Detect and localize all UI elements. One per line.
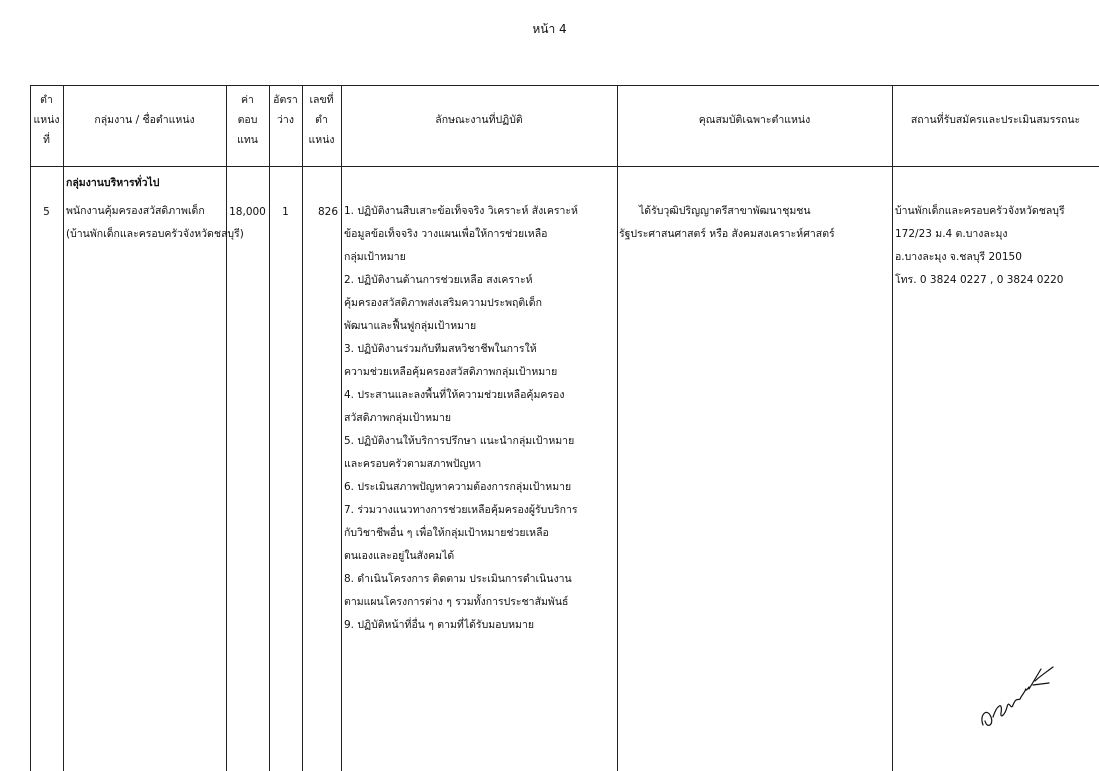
qualification-line: ได้รับวุฒิปริญญาตรีสาขาพัฒนาชุมชน — [639, 205, 811, 217]
col-border-2 — [226, 85, 227, 771]
duty-line: ข้อมูลข้อเท็จจริง วางแผนเพื่อให้การช่วยเหลือ — [344, 228, 548, 240]
page-number: หน้า 4 — [532, 22, 567, 36]
duty-line: 6. ประเมินสภาพปัญหาความต้องการกลุ่มเป้าหมาย — [344, 481, 572, 493]
col-border-7 — [892, 85, 893, 771]
qualification-line: รัฐประศาสนศาสตร์ หรือ สังคมสงเคราะห์ศาสตร์ — [619, 228, 835, 240]
application-place — [895, 200, 1098, 292]
duty-line: และครอบครัวตามสภาพปัญหา — [344, 458, 482, 470]
duty-line: สวัสดิภาพกลุ่มเป้าหมาย — [344, 412, 452, 424]
duty-line: 9. ปฏิบัติหน้าที่อื่น ๆ ตามที่ได้รับมอบหมาย — [344, 619, 535, 631]
duty-line: ความช่วยเหลือคุ้มครองสวัสดิภาพกลุ่มเป้าหมาย — [344, 366, 558, 378]
duty-line: 7. ร่วมวางแนวทางการช่วยเหลือคุ้มครองผู้รับบริการ — [344, 504, 578, 516]
duty-line: 5. ปฏิบัติงานให้บริการปรึกษา แนะนำกลุ่มเป้าหมาย — [344, 435, 575, 447]
header-duties: ลักษณะงานที่ปฏิบัติ — [435, 114, 523, 126]
duties-list — [344, 200, 616, 637]
salary-value: 18,000 — [229, 206, 266, 218]
header-application-place: สถานที่รับสมัครและประเมินสมรรถนะ — [910, 114, 1081, 126]
position-id-value: 826 — [317, 206, 338, 218]
header-qualifications: คุณสมบัติเฉพาะตำแหน่ง — [698, 114, 811, 126]
col-border-1 — [63, 85, 64, 771]
col-border-5 — [341, 85, 342, 771]
vacancy-rate-value: 1 — [282, 206, 289, 218]
col-border-0 — [30, 85, 31, 771]
header-group-position: กลุ่มงาน / ชื่อตำแหน่ง — [94, 114, 195, 126]
duty-line: 1. ปฏิบัติงานสืบเสาะข้อเท็จจริง วิเคราะห์ สังเคราะห์ — [344, 205, 578, 217]
position-office: (บ้านพักเด็กและครอบครัวจังหวัดชลบุรี) — [66, 228, 244, 240]
duty-line: คุ้มครองสวัสดิภาพส่งเสริมความประพฤติเด็ก — [344, 297, 542, 309]
place-line: โทร. 0 3824 0227 , 0 3824 0220 — [895, 274, 1064, 286]
place-line: อ.บางละมุง จ.ชลบุรี 20150 — [895, 251, 1022, 263]
header-position-id: เลขที่ ตำ แหน่ง — [308, 94, 335, 146]
header-salary: ค่า ตอบ แทน — [237, 94, 258, 146]
duty-line: พัฒนาและฟื้นฟูกลุ่มเป้าหมาย — [344, 320, 477, 332]
duty-line: 4. ประสานและลงพื้นที่ให้ความช่วยเหลือคุ้มครอง — [344, 389, 565, 401]
header-bottom-border — [30, 166, 1099, 167]
duty-line: ตนเองและอยู่ในสังคมได้ — [344, 550, 455, 562]
duty-line: 3. ปฏิบัติงานร่วมกับทีมสหวิชาชีพในการให้ — [344, 343, 537, 355]
duty-line: 2. ปฏิบัติงานด้านการช่วยเหลือ สงเคราะห์ — [344, 274, 533, 286]
qualifications-text — [619, 200, 891, 246]
col-border-3 — [269, 85, 270, 771]
table-top-border — [30, 85, 1099, 86]
duty-line: ตามแผนโครงการต่าง ๆ รวมทั้งการประชาสัมพันธ์ — [344, 596, 569, 608]
place-line: 172/23 ม.4 ต.บางละมุง — [895, 228, 1008, 240]
header-vacancy-rate: อัตรา ว่าง — [273, 94, 298, 126]
position-name — [66, 200, 244, 246]
duty-line: 8. ดำเนินโครงการ ติดตาม ประเมินการดำเนินงาน — [344, 573, 572, 585]
position-title: พนักงานคุ้มครองสวัสดิภาพเด็ก — [66, 205, 205, 217]
duty-line: กับวิชาชีพอื่น ๆ เพื่อให้กลุ่มเป้าหมายช่วยเหลือ — [344, 527, 549, 539]
col-border-6 — [617, 85, 618, 771]
row-number: 5 — [43, 206, 50, 218]
header-position-number: ตำ แหน่ง ที่ — [33, 94, 60, 146]
col-border-4 — [302, 85, 303, 771]
signature-scribble — [975, 655, 1065, 735]
place-line: บ้านพักเด็กและครอบครัวจังหวัดชลบุรี — [895, 205, 1065, 217]
duty-line: กลุ่มเป้าหมาย — [344, 251, 406, 263]
group-title: กลุ่มงานบริหารทั่วไป — [66, 177, 160, 189]
